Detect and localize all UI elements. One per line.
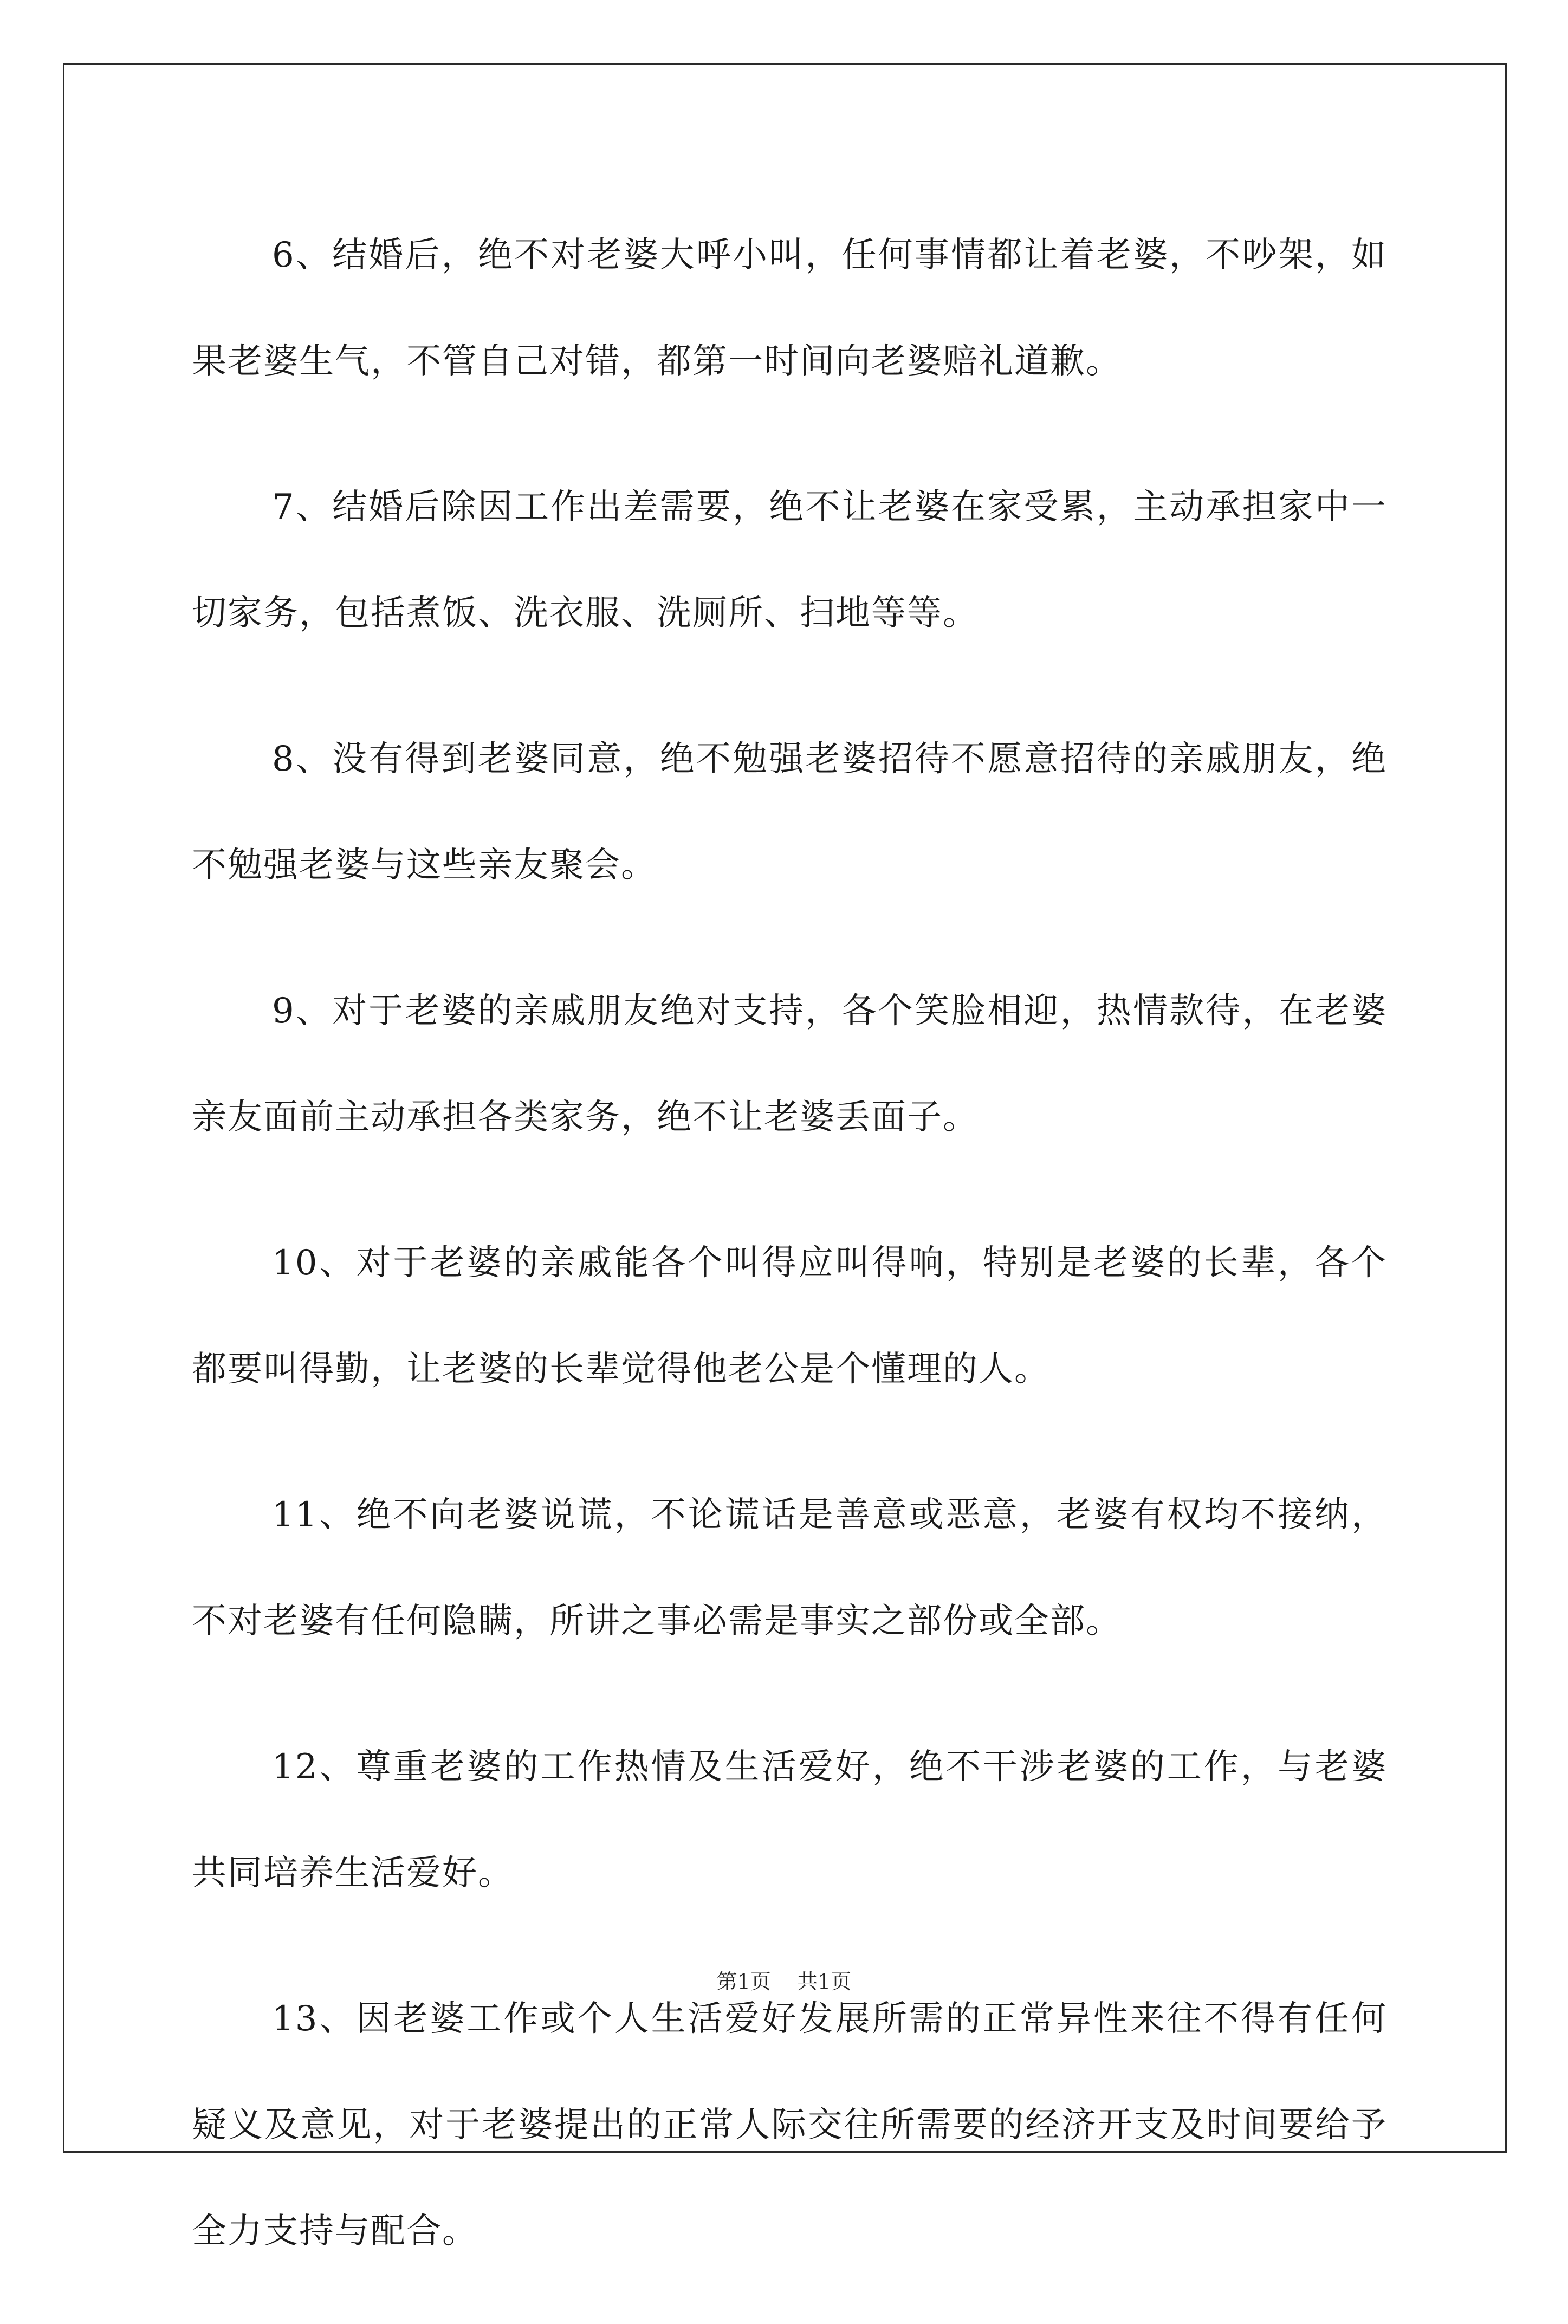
paragraph-11: 11、绝不向老婆说谎，不论谎话是善意或恶意，老婆有权均不接纳，不对老婆有任何隐瞒，所讲之事必需是事实之部份或全部。 bbox=[192, 1495, 1387, 1641]
paragraph-10: 10、对于老婆的亲戚能各个叫得应叫得响，特别是老婆的长辈，各个都要叫得勤，让老婆的长辈觉得他老公是个懂理的人。 bbox=[192, 1243, 1387, 1389]
paragraph-9: 9、对于老婆的亲戚朋友绝对支持，各个笑脸相迎，热情款待，在老婆亲友面前主动承担各类家务，绝不让老婆丢面子。 bbox=[192, 991, 1387, 1137]
paragraph-7: 7、结婚后除因工作出差需要，绝不让老婆在家受累，主动承担家中一切家务，包括煮饭、洗衣服、洗厕所、扫地等等。 bbox=[192, 487, 1387, 633]
page-number: 第1页 bbox=[716, 1970, 771, 1993]
paragraph-13: 13、因老婆工作或个人生活爱好发展所需的正常异性来往不得有任何疑义及意见，对于老婆提出的正常人际交往所需要的经济开支及时间要给予全力支持与配合。 bbox=[192, 1999, 1387, 2251]
paragraph-12: 12、尊重老婆的工作热情及生活爱好，绝不干涉老婆的工作，与老婆共同培养生活爱好。 bbox=[192, 1747, 1387, 1893]
page-total: 共1页 bbox=[797, 1970, 852, 1993]
paragraph-6: 6、结婚后，绝不对老婆大呼小叫，任何事情都让着老婆，不吵架，如果老婆生气，不管自己对错，都第一时间向老婆赔礼道歉。 bbox=[192, 235, 1387, 381]
document-body bbox=[192, 202, 1387, 2324]
paragraph-8: 8、没有得到老婆同意，绝不勉强老婆招待不愿意招待的亲戚朋友，绝不勉强老婆与这些亲友聚会。 bbox=[192, 739, 1387, 885]
page-footer bbox=[0, 1968, 1568, 1995]
